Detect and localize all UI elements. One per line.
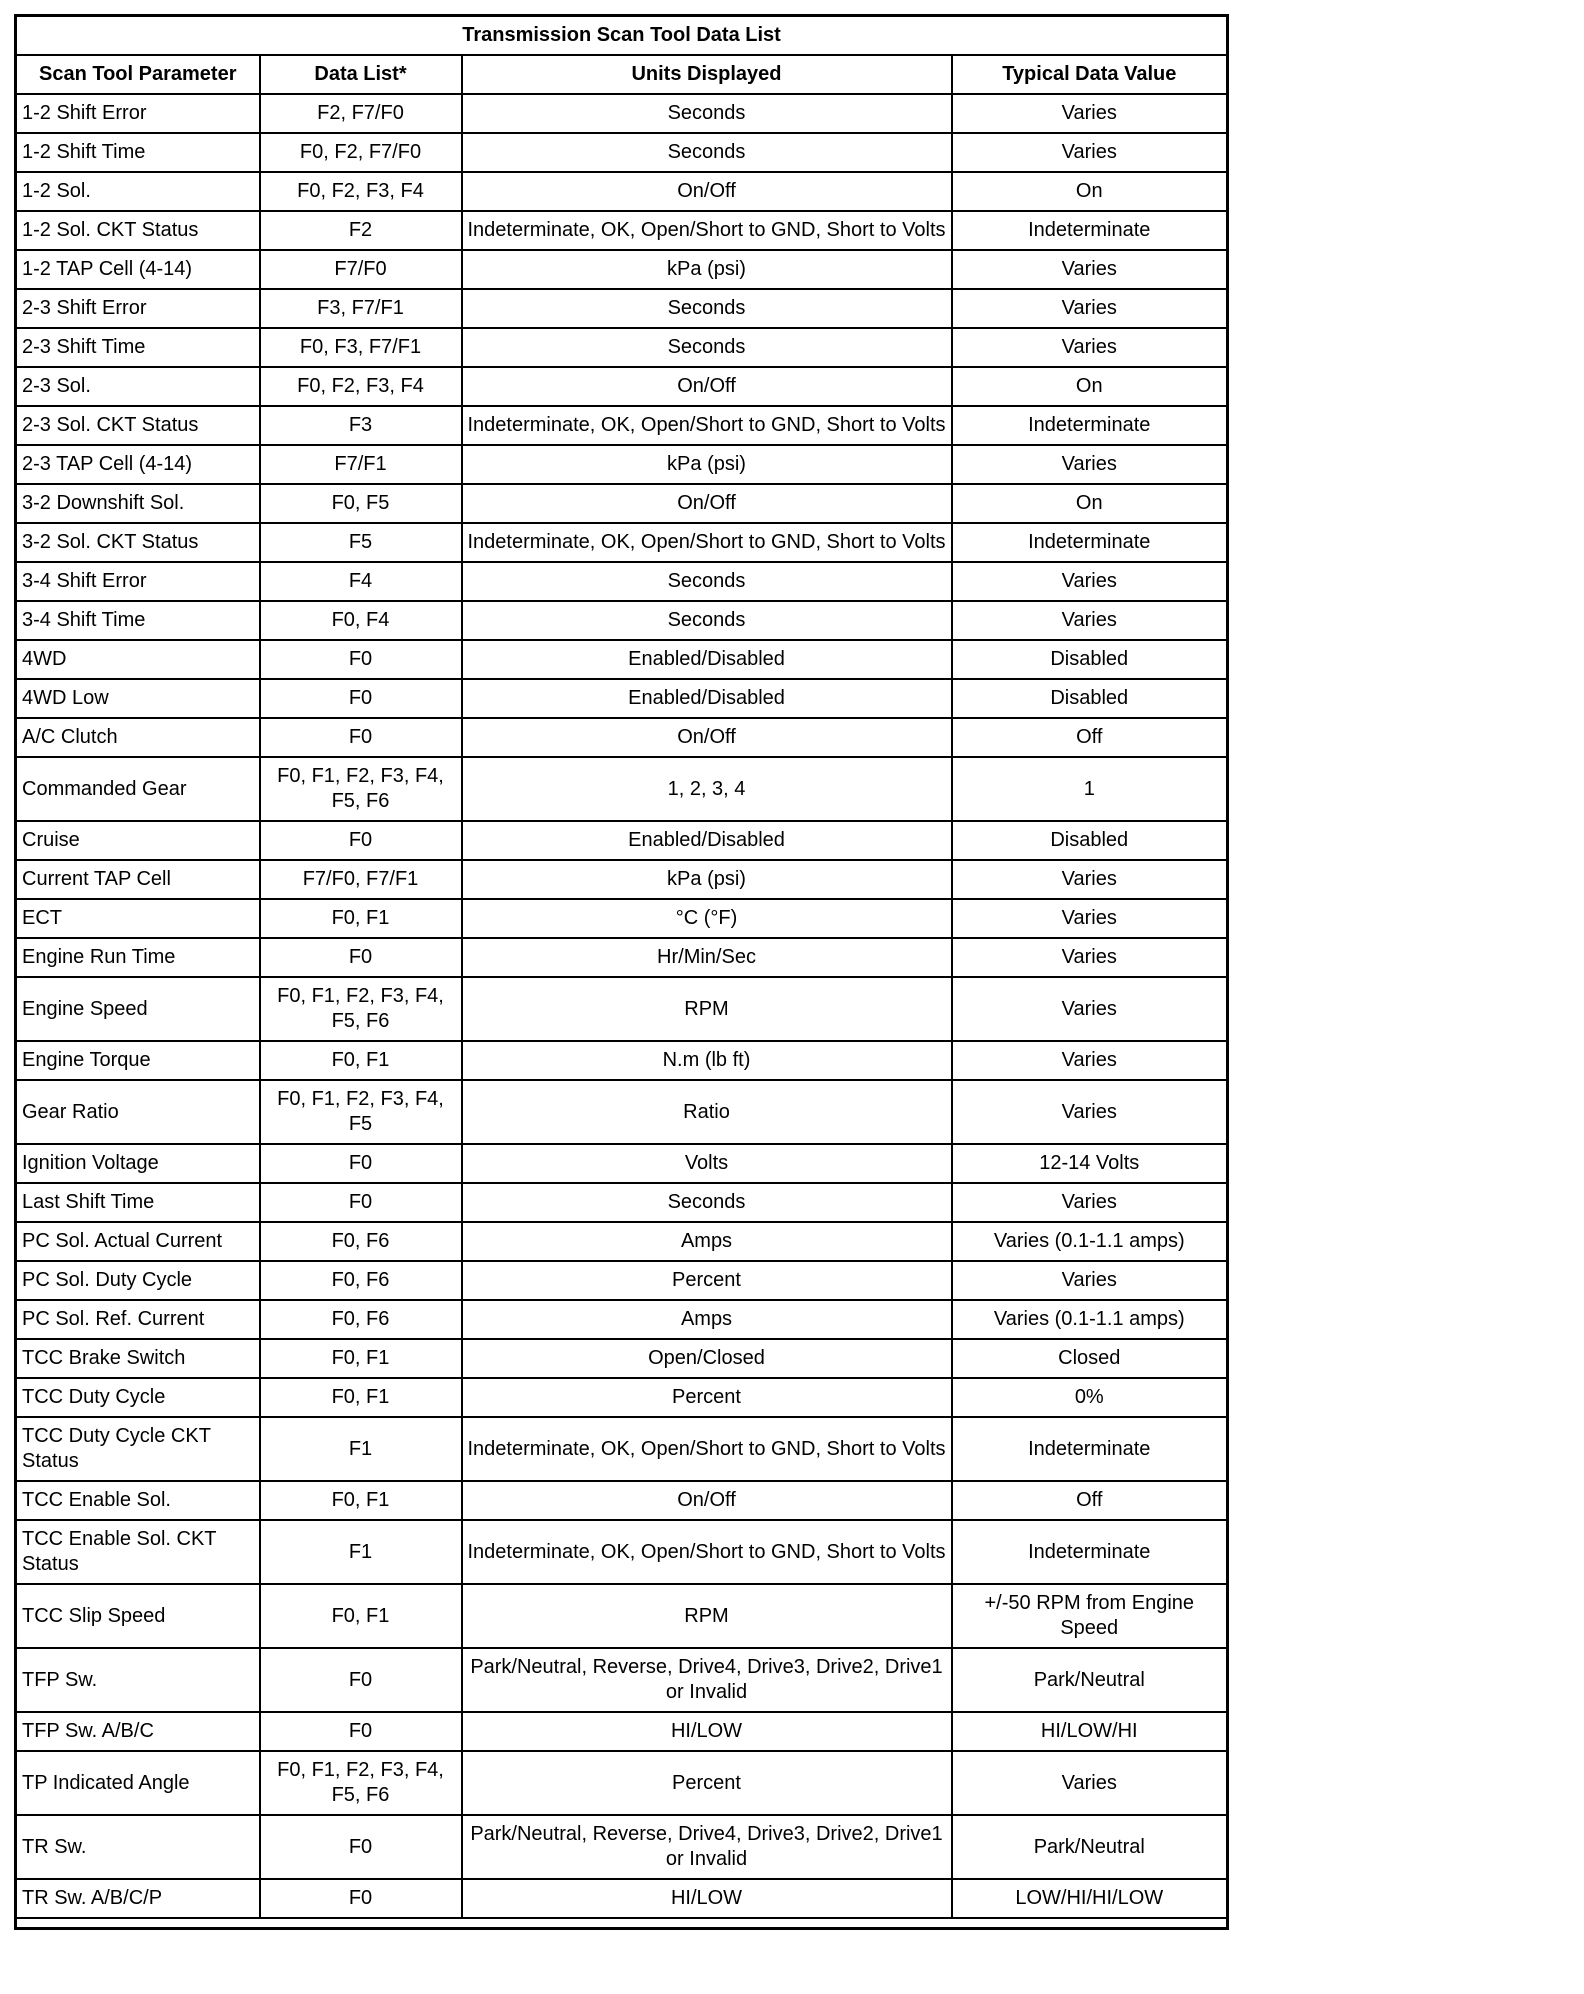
table-row [16,1648,1228,1712]
table-cell: F0, F2, F3, F4 [260,172,462,211]
table-row [16,1339,1228,1378]
table-cell: PC Sol. Duty Cycle [16,1261,260,1300]
header-typical-data-value: Typical Data Value [952,55,1228,94]
table-cell: TCC Enable Sol. [16,1481,260,1520]
table-cell: Seconds [462,328,952,367]
table-row [16,289,1228,328]
table-cell: F0, F6 [260,1261,462,1300]
table-cell: Engine Run Time [16,938,260,977]
table-cell: F2 [260,211,462,250]
table-cell: Volts [462,1144,952,1183]
table-row [16,250,1228,289]
table-cell: 1-2 TAP Cell (4-14) [16,250,260,289]
table-cell: Enabled/Disabled [462,821,952,860]
table-row [16,1520,1228,1584]
table-cell: 2-3 Sol. CKT Status [16,406,260,445]
table-cell: On/Off [462,367,952,406]
table-cell: F0 [260,1648,462,1712]
table-cell: 1-2 Sol. CKT Status [16,211,260,250]
table-cell: +/-50 RPM from Engine Speed [952,1584,1228,1648]
table-cell: 0% [952,1378,1228,1417]
table-cell: Percent [462,1751,952,1815]
table-cell: F0, F1 [260,1378,462,1417]
table-cell: Seconds [462,94,952,133]
table-row [16,1183,1228,1222]
table-cell: Varies [952,1261,1228,1300]
table-cell: LOW/HI/HI/LOW [952,1879,1228,1918]
table-cell: °C (°F) [462,899,952,938]
table-cell: F7/F0 [260,250,462,289]
table-row [16,1041,1228,1080]
table-cell: Ratio [462,1080,952,1144]
table-cell: Disabled [952,679,1228,718]
table-row [16,562,1228,601]
table-row [16,328,1228,367]
table-row [16,1712,1228,1751]
header-units-displayed: Units Displayed [462,55,952,94]
table-cell: 4WD [16,640,260,679]
table-cell: F5 [260,523,462,562]
table-cell: Engine Speed [16,977,260,1041]
table-cell: RPM [462,1584,952,1648]
table-cell: Current TAP Cell [16,860,260,899]
table-cell: Indeterminate [952,1417,1228,1481]
table-cell: Disabled [952,821,1228,860]
table-cell: Seconds [462,1183,952,1222]
table-row [16,1222,1228,1261]
table-cell: Cruise [16,821,260,860]
table-row [16,172,1228,211]
table-cell: Varies [952,1080,1228,1144]
table-cell: F3 [260,406,462,445]
table-cell: F0 [260,1712,462,1751]
table-cell: Commanded Gear [16,757,260,821]
table-cell: Enabled/Disabled [462,640,952,679]
table-cell: 2-3 Sol. [16,367,260,406]
table-cell: F7/F1 [260,445,462,484]
table-cell: 3-4 Shift Error [16,562,260,601]
table-cell: Varies [952,860,1228,899]
table-cell: On/Off [462,172,952,211]
table-row [16,1378,1228,1417]
table-row [16,899,1228,938]
table-cell: Varies (0.1-1.1 amps) [952,1222,1228,1261]
table-cell: F0, F1, F2, F3, F4, F5, F6 [260,757,462,821]
table-cell: Off [952,1481,1228,1520]
table-cell: Amps [462,1300,952,1339]
table-cell: Disabled [952,640,1228,679]
table-title-row [16,16,1228,56]
scan-tool-data-table [14,14,1229,1930]
table-cell: F0, F1 [260,1584,462,1648]
table-cell: 2-3 Shift Error [16,289,260,328]
table-cell: F0, F1, F2, F3, F4, F5 [260,1080,462,1144]
table-header-row [16,55,1228,94]
table-cell: Off [952,718,1228,757]
table-row [16,406,1228,445]
table-cell: F0, F5 [260,484,462,523]
table-row [16,1417,1228,1481]
table-row [16,601,1228,640]
table-cell: F0, F4 [260,601,462,640]
table-cell: F3, F7/F1 [260,289,462,328]
table-cell: F0 [260,1815,462,1879]
table-cell: Park/Neutral, Reverse, Drive4, Drive3, Drive2, Drive1 or Invalid [462,1815,952,1879]
table-cell: A/C Clutch [16,718,260,757]
table-cell: 2-3 Shift Time [16,328,260,367]
table-cell: Indeterminate [952,523,1228,562]
table-cell: F0, F1 [260,1041,462,1080]
table-cell: TCC Duty Cycle [16,1378,260,1417]
table-cell: Open/Closed [462,1339,952,1378]
table-cell: Amps [462,1222,952,1261]
table-body [16,94,1228,1918]
table-cell: Percent [462,1261,952,1300]
table-row [16,1300,1228,1339]
table-cell: Closed [952,1339,1228,1378]
table-cell: 1-2 Shift Error [16,94,260,133]
table-cell: HI/LOW/HI [952,1712,1228,1751]
table-cell: Last Shift Time [16,1183,260,1222]
table-cell: Engine Torque [16,1041,260,1080]
table-cell: F0, F3, F7/F1 [260,328,462,367]
table-cell: F7/F0, F7/F1 [260,860,462,899]
table-cell: Indeterminate [952,406,1228,445]
table-title: Transmission Scan Tool Data List [16,16,1228,56]
table-cell: F0, F1 [260,1339,462,1378]
table-cell: Park/Neutral [952,1815,1228,1879]
table-row [16,1481,1228,1520]
table-cell: F1 [260,1417,462,1481]
table-row [16,1879,1228,1918]
table-cell: Gear Ratio [16,1080,260,1144]
table-cell: Indeterminate [952,1520,1228,1584]
table-cell: Varies [952,445,1228,484]
table-footer-spacer-cell [16,1918,1228,1929]
table-cell: F0 [260,1879,462,1918]
table-cell: RPM [462,977,952,1041]
table-cell: Percent [462,1378,952,1417]
table-cell: TCC Slip Speed [16,1584,260,1648]
table-cell: 3-2 Downshift Sol. [16,484,260,523]
table-cell: TR Sw. [16,1815,260,1879]
table-cell: F0 [260,640,462,679]
table-cell: 12-14 Volts [952,1144,1228,1183]
table-row [16,445,1228,484]
table-cell: On/Off [462,718,952,757]
table-cell: Varies [952,601,1228,640]
table-cell: Varies [952,562,1228,601]
table-row [16,938,1228,977]
table-cell: F0, F2, F3, F4 [260,367,462,406]
table-cell: On [952,367,1228,406]
table-foot [16,1918,1228,1929]
table-cell: Indeterminate [952,211,1228,250]
header-scan-tool-parameter: Scan Tool Parameter [16,55,260,94]
table-cell: On/Off [462,1481,952,1520]
table-cell: TCC Enable Sol. CKT Status [16,1520,260,1584]
table-row [16,484,1228,523]
table-cell: F0, F1 [260,1481,462,1520]
table-cell: Indeterminate, OK, Open/Short to GND, Short to Volts [462,1417,952,1481]
table-cell: F0 [260,821,462,860]
table-cell: F0, F1 [260,899,462,938]
table-cell: F0 [260,679,462,718]
table-row [16,757,1228,821]
table-cell: Seconds [462,601,952,640]
table-cell: TR Sw. A/B/C/P [16,1879,260,1918]
table-cell: F0, F6 [260,1300,462,1339]
table-cell: Seconds [462,289,952,328]
table-row [16,1261,1228,1300]
table-cell: PC Sol. Ref. Current [16,1300,260,1339]
table-cell: N.m (lb ft) [462,1041,952,1080]
table-cell: F0 [260,718,462,757]
table-cell: Varies [952,94,1228,133]
table-cell: 2-3 TAP Cell (4-14) [16,445,260,484]
table-cell: TFP Sw. [16,1648,260,1712]
table-cell: TFP Sw. A/B/C [16,1712,260,1751]
table-cell: F0, F6 [260,1222,462,1261]
table-cell: Indeterminate, OK, Open/Short to GND, Short to Volts [462,1520,952,1584]
table-cell: F4 [260,562,462,601]
table-row [16,640,1228,679]
table-cell: F0, F1, F2, F3, F4, F5, F6 [260,977,462,1041]
table-cell: Indeterminate, OK, Open/Short to GND, Short to Volts [462,523,952,562]
table-cell: 1-2 Shift Time [16,133,260,172]
table-cell: TP Indicated Angle [16,1751,260,1815]
table-cell: Varies [952,977,1228,1041]
table-cell: 3-4 Shift Time [16,601,260,640]
table-cell: ECT [16,899,260,938]
table-cell: Hr/Min/Sec [462,938,952,977]
table-cell: F0 [260,1144,462,1183]
table-cell: Varies [952,289,1228,328]
table-row [16,1815,1228,1879]
table-cell: 1 [952,757,1228,821]
header-data-list: Data List* [260,55,462,94]
table-row [16,133,1228,172]
table-cell: Indeterminate, OK, Open/Short to GND, Short to Volts [462,211,952,250]
table-row [16,211,1228,250]
table-row [16,679,1228,718]
table-cell: F0 [260,938,462,977]
table-cell: Varies [952,133,1228,172]
table-cell: Varies [952,1751,1228,1815]
table-row [16,1080,1228,1144]
table-cell: Park/Neutral, Reverse, Drive4, Drive3, Drive2, Drive1 or Invalid [462,1648,952,1712]
table-row [16,860,1228,899]
table-cell: Varies [952,899,1228,938]
table-cell: F0, F2, F7/F0 [260,133,462,172]
table-cell: On [952,172,1228,211]
table-row [16,977,1228,1041]
table-cell: TCC Duty Cycle CKT Status [16,1417,260,1481]
table-cell: 3-2 Sol. CKT Status [16,523,260,562]
table-cell: TCC Brake Switch [16,1339,260,1378]
table-cell: On [952,484,1228,523]
table-head [16,16,1228,95]
table-cell: Seconds [462,562,952,601]
table-row [16,821,1228,860]
table-cell: Varies [952,938,1228,977]
table-cell: Ignition Voltage [16,1144,260,1183]
table-cell: Varies [952,328,1228,367]
table-row [16,718,1228,757]
table-cell: Enabled/Disabled [462,679,952,718]
table-row [16,367,1228,406]
table-cell: F2, F7/F0 [260,94,462,133]
table-cell: kPa (psi) [462,250,952,289]
table-cell: kPa (psi) [462,445,952,484]
table-row [16,94,1228,133]
table-cell: 1, 2, 3, 4 [462,757,952,821]
table-cell: F0 [260,1183,462,1222]
table-row [16,1584,1228,1648]
table-cell: 1-2 Sol. [16,172,260,211]
table-cell: PC Sol. Actual Current [16,1222,260,1261]
table-row [16,523,1228,562]
table-footer-spacer-row [16,1918,1228,1929]
table-cell: Seconds [462,133,952,172]
table-row [16,1751,1228,1815]
table-cell: Indeterminate, OK, Open/Short to GND, Short to Volts [462,406,952,445]
table-cell: On/Off [462,484,952,523]
table-cell: Varies [952,1183,1228,1222]
table-cell: Park/Neutral [952,1648,1228,1712]
table-cell: 4WD Low [16,679,260,718]
table-cell: F1 [260,1520,462,1584]
table-row [16,1144,1228,1183]
table-cell: Varies [952,250,1228,289]
table-cell: Varies [952,1041,1228,1080]
table-cell: HI/LOW [462,1879,952,1918]
table-cell: F0, F1, F2, F3, F4, F5, F6 [260,1751,462,1815]
table-cell: Varies (0.1-1.1 amps) [952,1300,1228,1339]
table-cell: HI/LOW [462,1712,952,1751]
table-cell: kPa (psi) [462,860,952,899]
